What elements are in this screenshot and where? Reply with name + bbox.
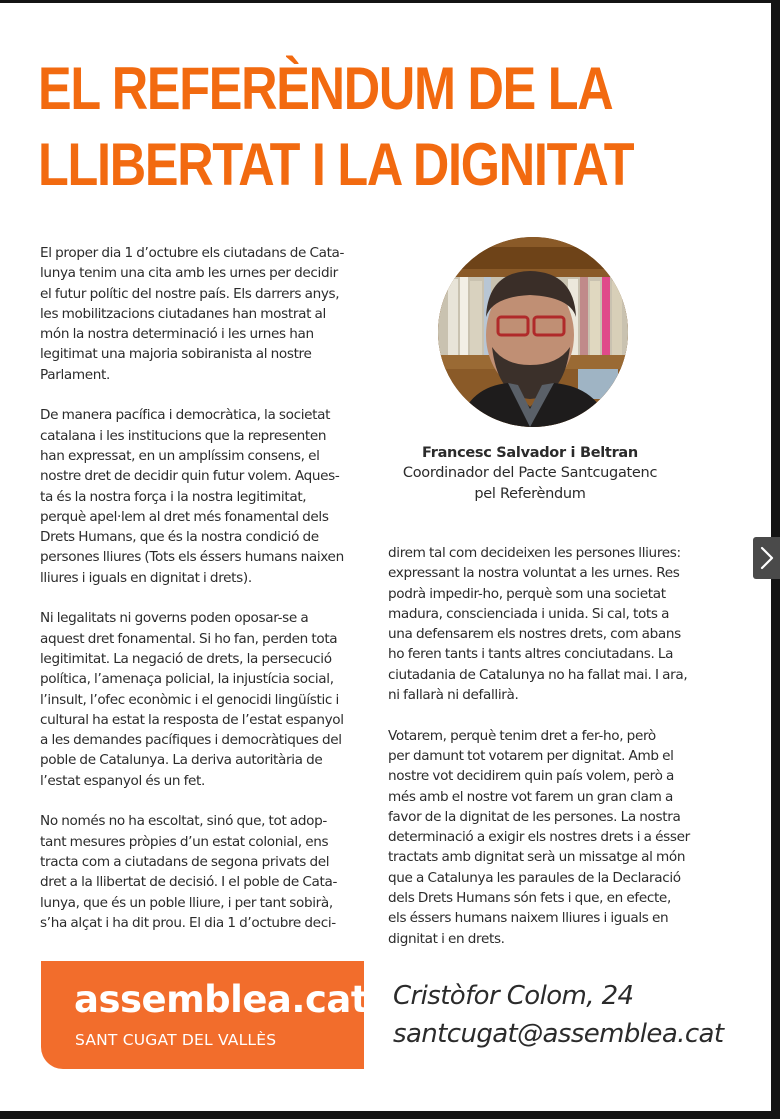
text-line: dret a la llibertat de decisió. I el poble de Cata-	[40, 874, 338, 891]
paragraph	[388, 726, 748, 949]
text-line: legitimat una majoria sobiranista al nostre	[40, 346, 312, 363]
text-line: Drets Humans, que és la nostra condició de	[40, 529, 319, 546]
paragraph	[388, 543, 748, 705]
text-line: han expressat, en un amplíssim consens, el	[40, 447, 320, 464]
text-line: que a Catalunya les paraules de la Declaració	[388, 869, 681, 886]
author-role: Coordinador del Pacte Santcugatenc	[402, 465, 658, 481]
text-line: les mobilitzacions ciutadanes han mostrat al	[40, 305, 326, 322]
text-line: De manera pacífica i democràtica, la societat	[40, 407, 331, 424]
text-line: tractats amb dignitat serà un missatge al món	[388, 849, 686, 866]
text-line: per damunt tot votarem per dignitat. Amb el	[388, 747, 674, 764]
text-line: lunya tenim una cita amb les urnes per decidir	[40, 265, 338, 282]
text-line: Ni legalitats ni governs poden oposar-se a	[40, 610, 309, 627]
contact-info	[393, 977, 723, 1053]
text-line: favor de la dignitat de les persones. La nostra	[388, 808, 681, 825]
text-line: política, l’amenaça policial, la injustícia social,	[40, 671, 334, 688]
article-title	[38, 51, 633, 203]
paragraph	[40, 811, 380, 933]
text-line: ta és la nostra força i la nostra legitimitat,	[40, 488, 307, 505]
text-line: ciutadania de Catalunya no ha fallat mai. I ara,	[388, 666, 688, 683]
title-line: LLIBERTAT I LA DIGNITAT	[38, 131, 634, 198]
text-line: poble de Catalunya. La deriva autoritària de	[40, 752, 323, 769]
text-line: els éssers humans naixem lliures i iguals en	[388, 910, 669, 927]
text-line: lunya, que és un poble lliure, i per tant sobirà,	[40, 894, 333, 911]
text-line: No només no ha escoltat, sinó que, tot adop-	[40, 813, 327, 830]
logo-sub-text: SANT CUGAT DEL VALLÈS	[75, 1031, 277, 1049]
chevron-right-icon	[759, 546, 775, 570]
contact-email: santcugat@assemblea.cat	[393, 1019, 724, 1049]
text-line: aquest dret fonamental. Si ho fan, perden tota	[40, 630, 338, 647]
text-line: madura, conscienciada i unida. Si cal, tots a	[388, 605, 670, 622]
author-name: Francesc Salvador i Beltran	[422, 445, 638, 461]
text-line: l’insult, l’ofec econòmic i el genocidi lingüístic i	[40, 691, 339, 708]
text-line: l’estat espanyol és un fet.	[40, 772, 206, 789]
text-line: expressant la nostra voluntat a les urnes. Res	[388, 565, 680, 582]
text-line: el futur polític del nostre país. Els darrers anys,	[40, 285, 340, 302]
paragraph	[40, 405, 380, 588]
logo-main-text: assemblea.cat	[74, 978, 369, 1021]
text-line: tant mesures pròpies d’un estat colonial, ens	[40, 833, 329, 850]
text-line: nostre dret de decidir quin futur volem. Aques-	[40, 468, 340, 485]
author-role: pel Referèndum	[474, 486, 586, 502]
assemblea-logo	[41, 961, 369, 1069]
text-line: cultural ha estat la resposta de l’estat espanyol	[40, 711, 344, 728]
text-line: catalana i les institucions que la representen	[40, 427, 327, 444]
text-line: s’ha alçat i ha dit prou. El dia 1 d’octubre deci-	[40, 914, 336, 931]
title-line: EL REFERÈNDUM DE LA	[38, 55, 613, 122]
author-caption	[380, 443, 680, 505]
text-line: legitimitat. La negació de drets, la persecució	[40, 650, 332, 667]
left-column	[40, 243, 380, 953]
contact-address: Cristòfor Colom, 24	[393, 981, 634, 1011]
text-line: dignitat i en drets.	[388, 930, 505, 947]
text-line: món la nostra determinació i les urnes han	[40, 326, 314, 343]
text-line: podrà impedir-ho, perquè som una societat	[388, 585, 666, 602]
paragraph	[40, 243, 380, 385]
text-line: nostre vot decidirem quin país volem, però a	[388, 768, 675, 785]
document-page	[0, 3, 771, 1111]
author-portrait-image	[438, 237, 628, 427]
paragraph	[40, 608, 380, 791]
text-line: més amb el nostre vot farem un gran clam a	[388, 788, 673, 805]
text-line: ni fallarà ni defallirà.	[388, 687, 519, 704]
text-line: lliures i iguals en dignitat i drets).	[40, 569, 252, 586]
next-page-button[interactable]	[753, 537, 780, 579]
text-line: dels Drets Humans són fets i que, en efecte,	[388, 890, 671, 907]
text-line: Votarem, perquè tenim dret a fer-ho, però	[388, 727, 656, 744]
text-line: tracta com a ciutadans de segona privats del	[40, 853, 330, 870]
text-line: una defensarem els nostres drets, com abans	[388, 626, 681, 643]
text-line: determinació a exigir els nostres drets i a ésser	[388, 829, 690, 846]
text-line: direm tal com decideixen les persones lliures:	[388, 545, 681, 561]
text-line: perquè apel·lem al dret més fonamental dels	[40, 508, 329, 525]
text-line: ho feren tants i tants altres conciutadans. La	[388, 646, 674, 663]
text-line: a les demandes pacífiques i democràtiques del	[40, 732, 342, 749]
text-line: El proper dia 1 d’octubre els ciutadans de Cata-	[40, 245, 345, 261]
text-line: persones lliures (Tots els éssers humans naixen	[40, 549, 344, 566]
author-photo	[438, 237, 628, 427]
right-column	[388, 543, 748, 969]
text-line: Parlament.	[40, 366, 110, 383]
